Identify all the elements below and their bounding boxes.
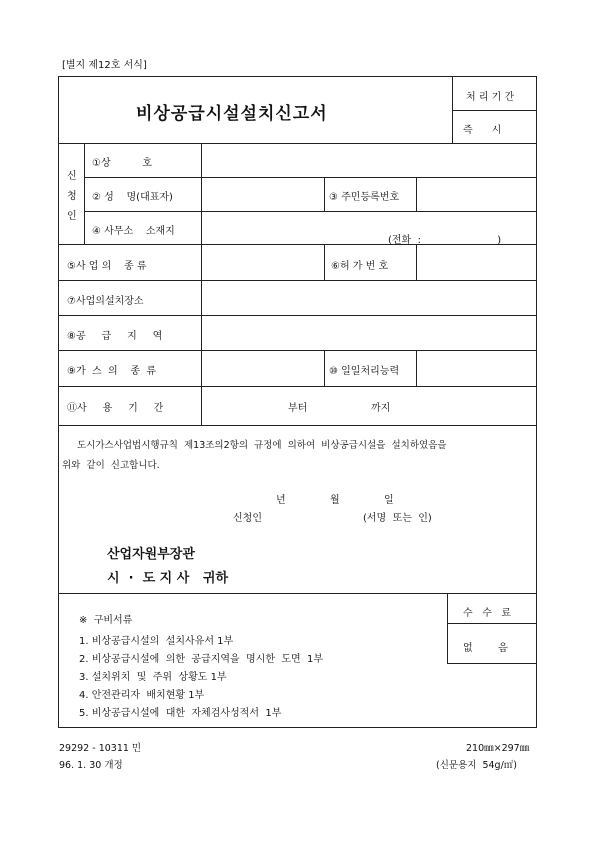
- resident-no-field[interactable]: [417, 178, 536, 211]
- document-item-2: 2. 비상공급시설에 의한 공급지역을 명시한 도면 1부: [79, 654, 324, 665]
- fee-label: 수 수 료: [463, 608, 512, 619]
- date-month: 월: [330, 495, 340, 506]
- label-daily-capacity: ⑩ 일일처리능력: [329, 366, 400, 377]
- daily-capacity-field[interactable]: [417, 351, 536, 386]
- addressee-minister: 산업자원부장관: [107, 547, 195, 562]
- document-item-5: 5. 비상공급시설에 대한 자체검사성적서 1부: [79, 708, 282, 719]
- applicant-label-2: 청: [67, 191, 77, 202]
- fee-value: 없 음: [463, 643, 508, 654]
- label-resident-no: ③ 주민등록번호: [329, 192, 400, 203]
- document-item-1: 1. 비상공급시설의 설치사유서 1부: [79, 636, 234, 647]
- form-title: 비상공급시설설치신고서: [136, 104, 328, 124]
- label-license-no: ⑥허 가 번 호: [331, 261, 389, 272]
- license-no-field[interactable]: [417, 245, 536, 280]
- processing-value: 즉 시: [463, 125, 502, 136]
- footer-doc-code: 29292 - 10311 민: [59, 743, 142, 754]
- date-year: 년: [276, 495, 286, 506]
- period-from: 부터: [288, 403, 308, 414]
- form-number: [별지 제12호 서식]: [62, 60, 147, 71]
- label-period: ⑪사 용 기 간: [67, 403, 164, 414]
- period-to: 까지: [371, 403, 391, 414]
- label-gas-type: ⑨가 스 의 종 류: [67, 366, 157, 377]
- statement-line-2: 위와 같이 신고합니다.: [62, 460, 160, 471]
- gas-type-field[interactable]: [202, 351, 324, 386]
- applicant-label-1: 신: [67, 171, 77, 182]
- processing-label: 처 리 기 간: [466, 92, 515, 103]
- label-trade-name: ①상 호: [92, 158, 153, 169]
- applicant-sign-label: 신청인: [233, 513, 262, 524]
- trade-name-field[interactable]: [202, 144, 536, 177]
- label-supply-area: ⑧공 급 지 역: [67, 331, 163, 342]
- document-item-4: 4. 안전관리자 배치현황 1부: [79, 690, 205, 701]
- name-field[interactable]: [202, 178, 324, 211]
- business-type-field[interactable]: [202, 245, 324, 280]
- label-business-type: ⑤사 업 의 종 류: [67, 261, 147, 272]
- signature-note: (서명 또는 인): [363, 513, 432, 524]
- document-item-3: 3. 설치위치 및 주위 상황도 1부: [79, 672, 227, 683]
- period-field[interactable]: [202, 387, 536, 425]
- label-install-place: ⑦사업의설치장소: [67, 296, 144, 307]
- supply-area-field[interactable]: [202, 316, 536, 350]
- date-day: 일: [384, 495, 394, 506]
- phone-label: (전화 : ): [388, 235, 502, 246]
- install-place-field[interactable]: [202, 281, 536, 315]
- applicant-label-3: 인: [67, 211, 77, 222]
- documents-header: ※ 구비서류: [79, 615, 133, 626]
- label-office: ④ 사무소 소재지: [92, 226, 175, 237]
- addressee-governor: 시 · 도 지 사 귀하: [107, 571, 229, 586]
- label-name: ② 성 명(대표자): [92, 192, 173, 203]
- footer-revision: 96. 1. 30 개정: [59, 760, 123, 771]
- statement-line-1: 도시가스사업법시행규칙 제13조의2항의 규정에 의하여 비상공급시설을 설치하였음을: [77, 440, 447, 451]
- footer-paper-size: 210㎜×297㎜: [466, 743, 530, 754]
- footer-paper-type: (신문용지 54g/㎡): [436, 760, 517, 771]
